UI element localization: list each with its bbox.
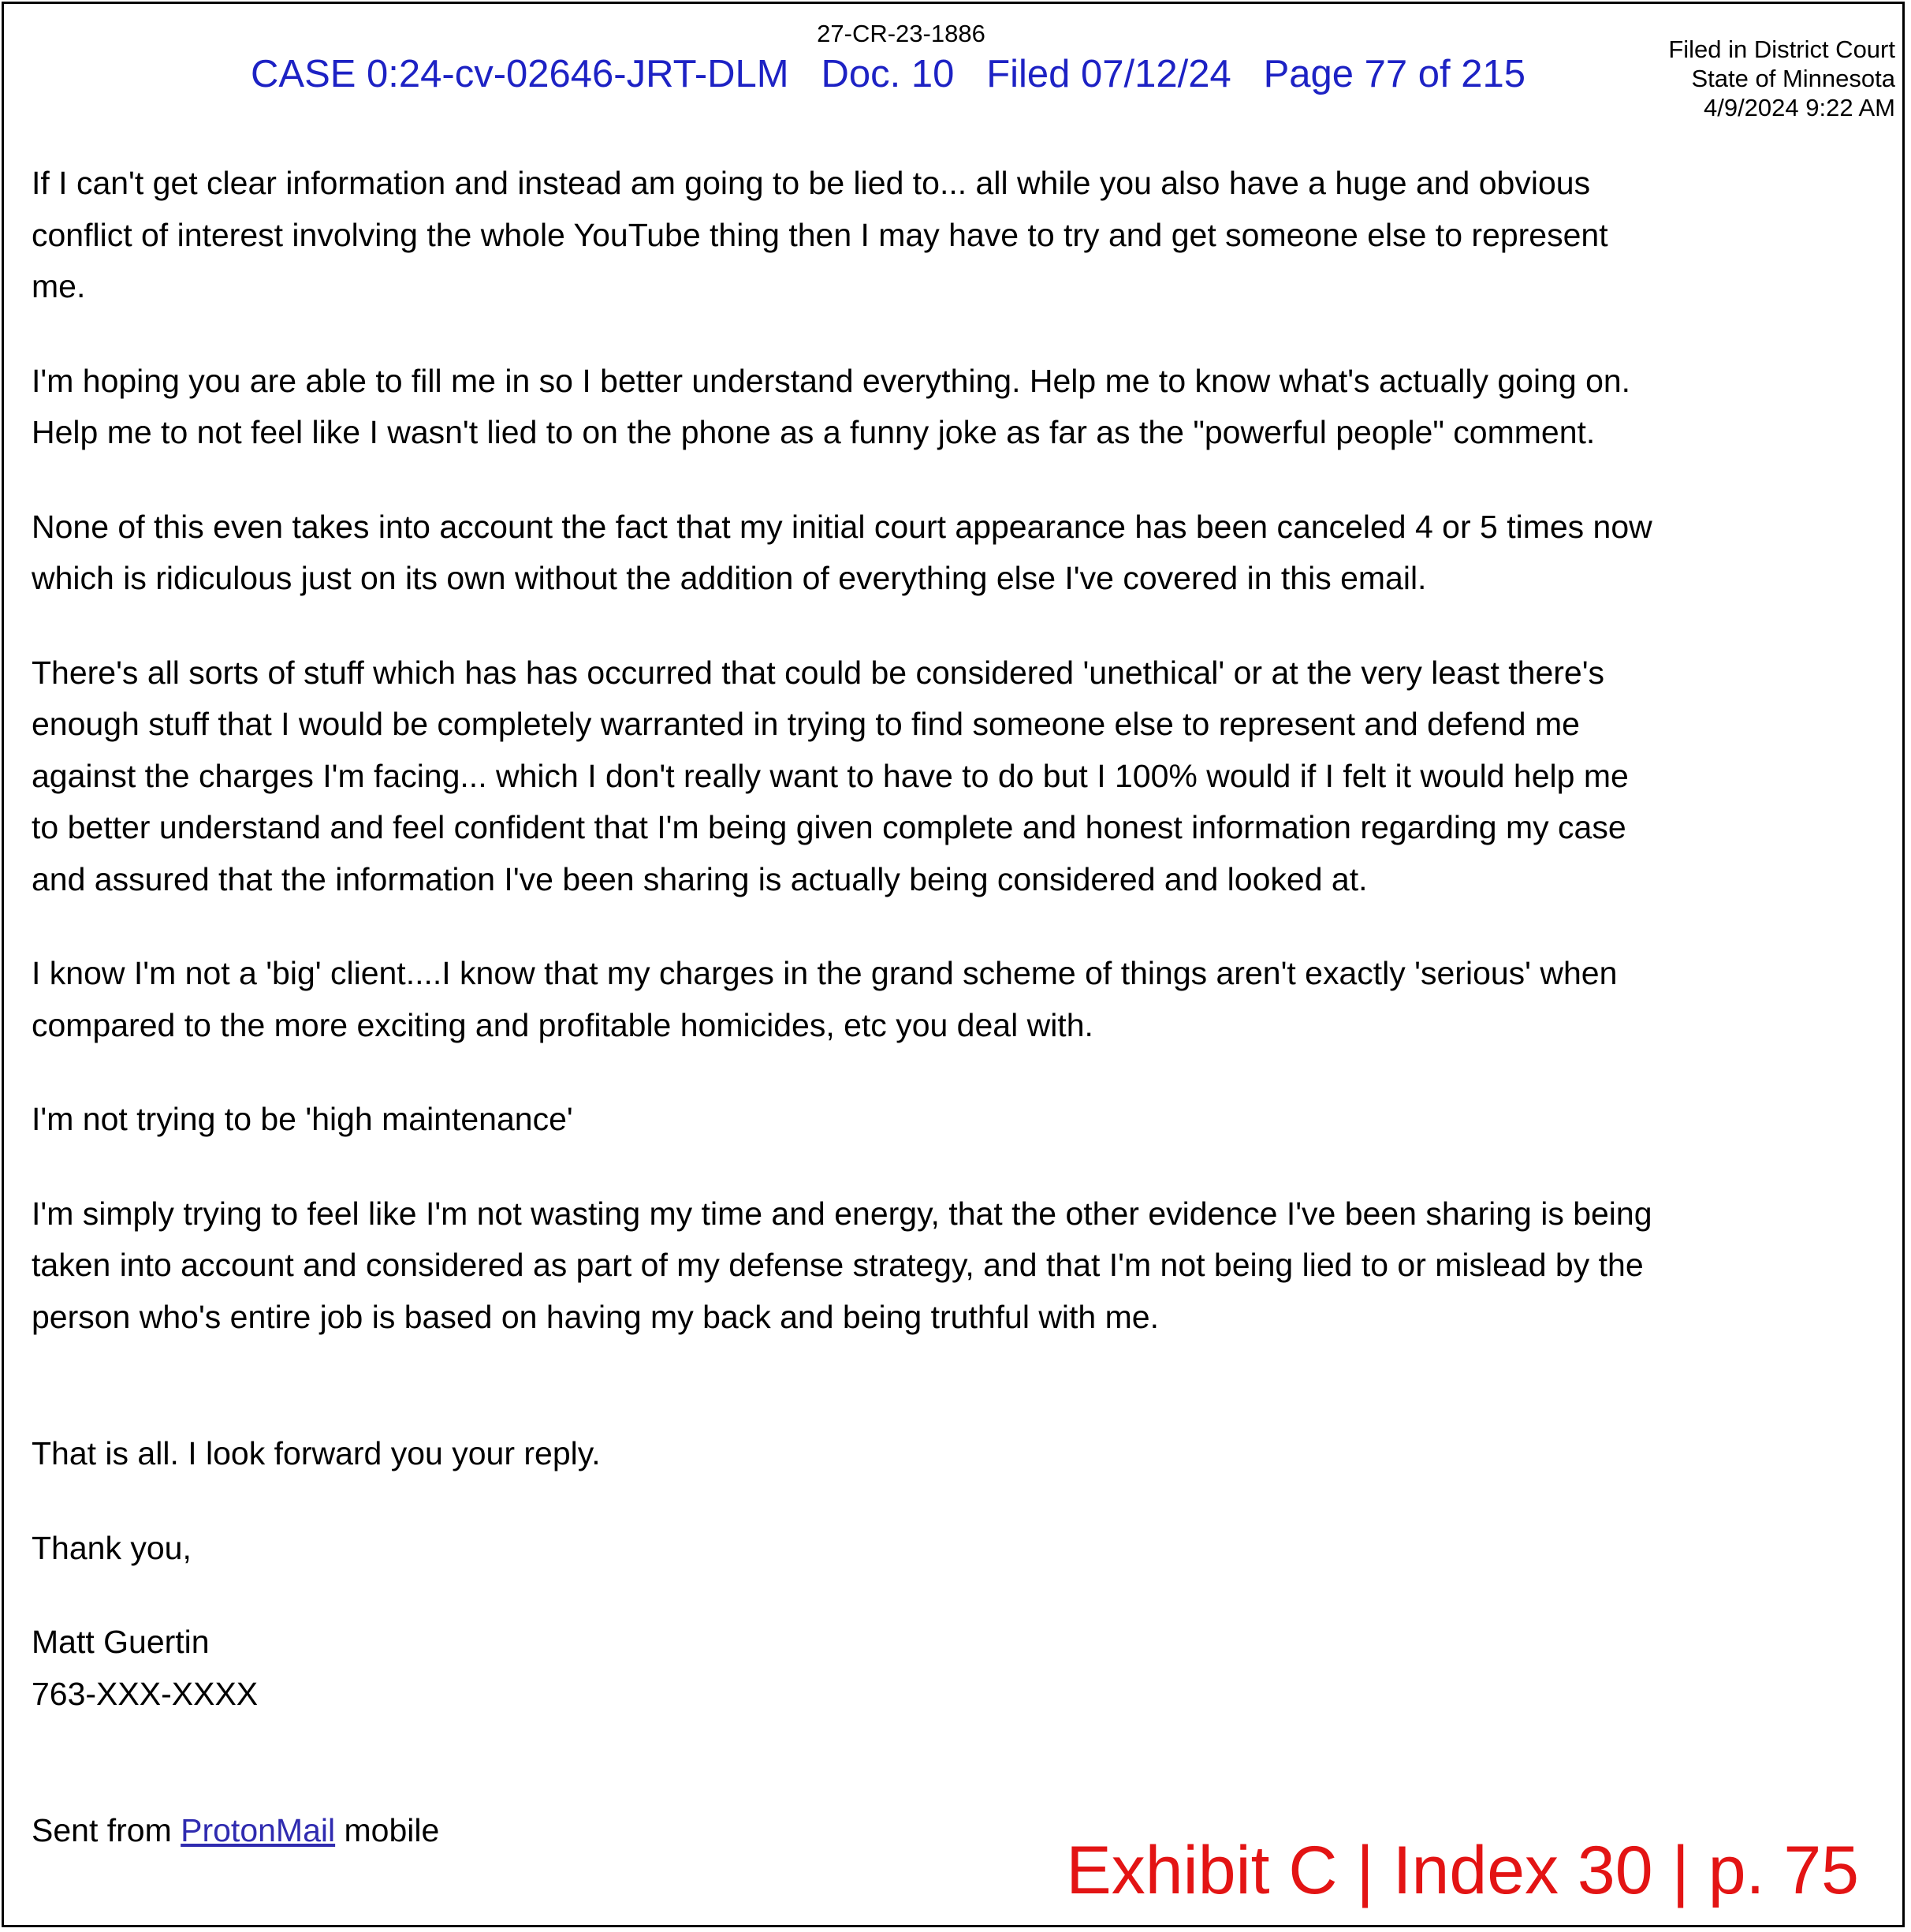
paragraph-line: compared to the more exciting and profitable homicides, etc you deal with. — [32, 1006, 1093, 1043]
filed-date: Filed 07/12/24 — [986, 53, 1231, 95]
paragraph-line: None of this even takes into account the fact that my initial court appearance has been canceled 4 or 5 times now — [32, 508, 1652, 545]
sent-suffix: mobile — [335, 1812, 440, 1848]
signature-phone: 763-XXX-XXXX — [32, 1675, 259, 1712]
filing-stamp-court: Filed in District Court — [1668, 35, 1895, 63]
paragraph-line: I'm simply trying to feel like I'm not wasting my time and energy, that the other evidence I've been sharing is being — [32, 1195, 1652, 1232]
paragraph-line: person who's entire job is based on having my back and being truthful with me. — [32, 1298, 1159, 1335]
paragraph-line: against the charges I'm facing... which I don't really want to have to do but I 100% would if I felt it would help me — [32, 757, 1629, 794]
paragraph-line: I'm hoping you are able to fill me in so I better understand everything. Help me to know what's actually going on. — [32, 362, 1631, 399]
paragraph-line: enough stuff that I would be completely warranted in trying to find someone else to represent and defend me — [32, 706, 1580, 742]
filing-stamp-datetime: 4/9/2024 9:22 AM — [1703, 94, 1895, 121]
paragraph-line: Help me to not feel like I wasn't lied to on the phone as a funny joke as far as the "powerful people" comment. — [32, 414, 1596, 450]
state-case-number: 27-CR-23-1886 — [817, 20, 985, 47]
paragraph-line: conflict of interest involving the whole YouTube thing then I may have to try and get someone else to represent — [32, 216, 1608, 253]
federal-case-number: CASE 0:24-cv-02646-JRT-DLM — [251, 53, 789, 95]
page-number: Page 77 of 215 — [1263, 53, 1526, 95]
paragraph-line: and assured that the information I've been sharing is actually being considered and looked at. — [32, 860, 1368, 897]
email-body — [32, 158, 1727, 1857]
paragraph-line: taken into account and considered as part of my defense strategy, and that I'm not being lied to or mislead by the — [32, 1247, 1644, 1283]
paragraph-line: which is ridiculous just on its own without the addition of everything else I've covered in this email. — [32, 560, 1427, 596]
paragraph-line: There's all sorts of stuff which has has occurred that could be considered 'unethical' or at the very least there's — [32, 654, 1605, 691]
doc-number: Doc. 10 — [821, 53, 955, 95]
thanks-line: Thank you, — [32, 1529, 192, 1566]
signature-name: Matt Guertin — [32, 1624, 210, 1660]
sent-prefix: Sent from — [32, 1812, 181, 1848]
federal-case-header — [251, 50, 1525, 98]
filing-stamp-state: State of Minnesota — [1691, 65, 1895, 92]
filing-stamp — [1668, 35, 1895, 122]
paragraph-line: I'm not trying to be 'high maintenance' — [32, 1101, 573, 1137]
paragraph-line: me. — [32, 268, 86, 304]
protonmail-link[interactable]: ProtonMail — [181, 1812, 336, 1848]
paragraph-line: I know I'm not a 'big' client....I know that my charges in the grand scheme of things aren't exactly 'serious' when — [32, 955, 1618, 991]
paragraph-line: to better understand and feel confident that I'm being given complete and honest information regarding my case — [32, 809, 1626, 845]
paragraph-line: If I can't get clear information and instead am going to be lied to... all while you also have a huge and obvious — [32, 165, 1591, 201]
closing-line: That is all. I look forward you your reply. — [32, 1435, 601, 1471]
exhibit-label: Exhibit C | Index 30 | p. 75 — [1066, 1833, 1859, 1908]
